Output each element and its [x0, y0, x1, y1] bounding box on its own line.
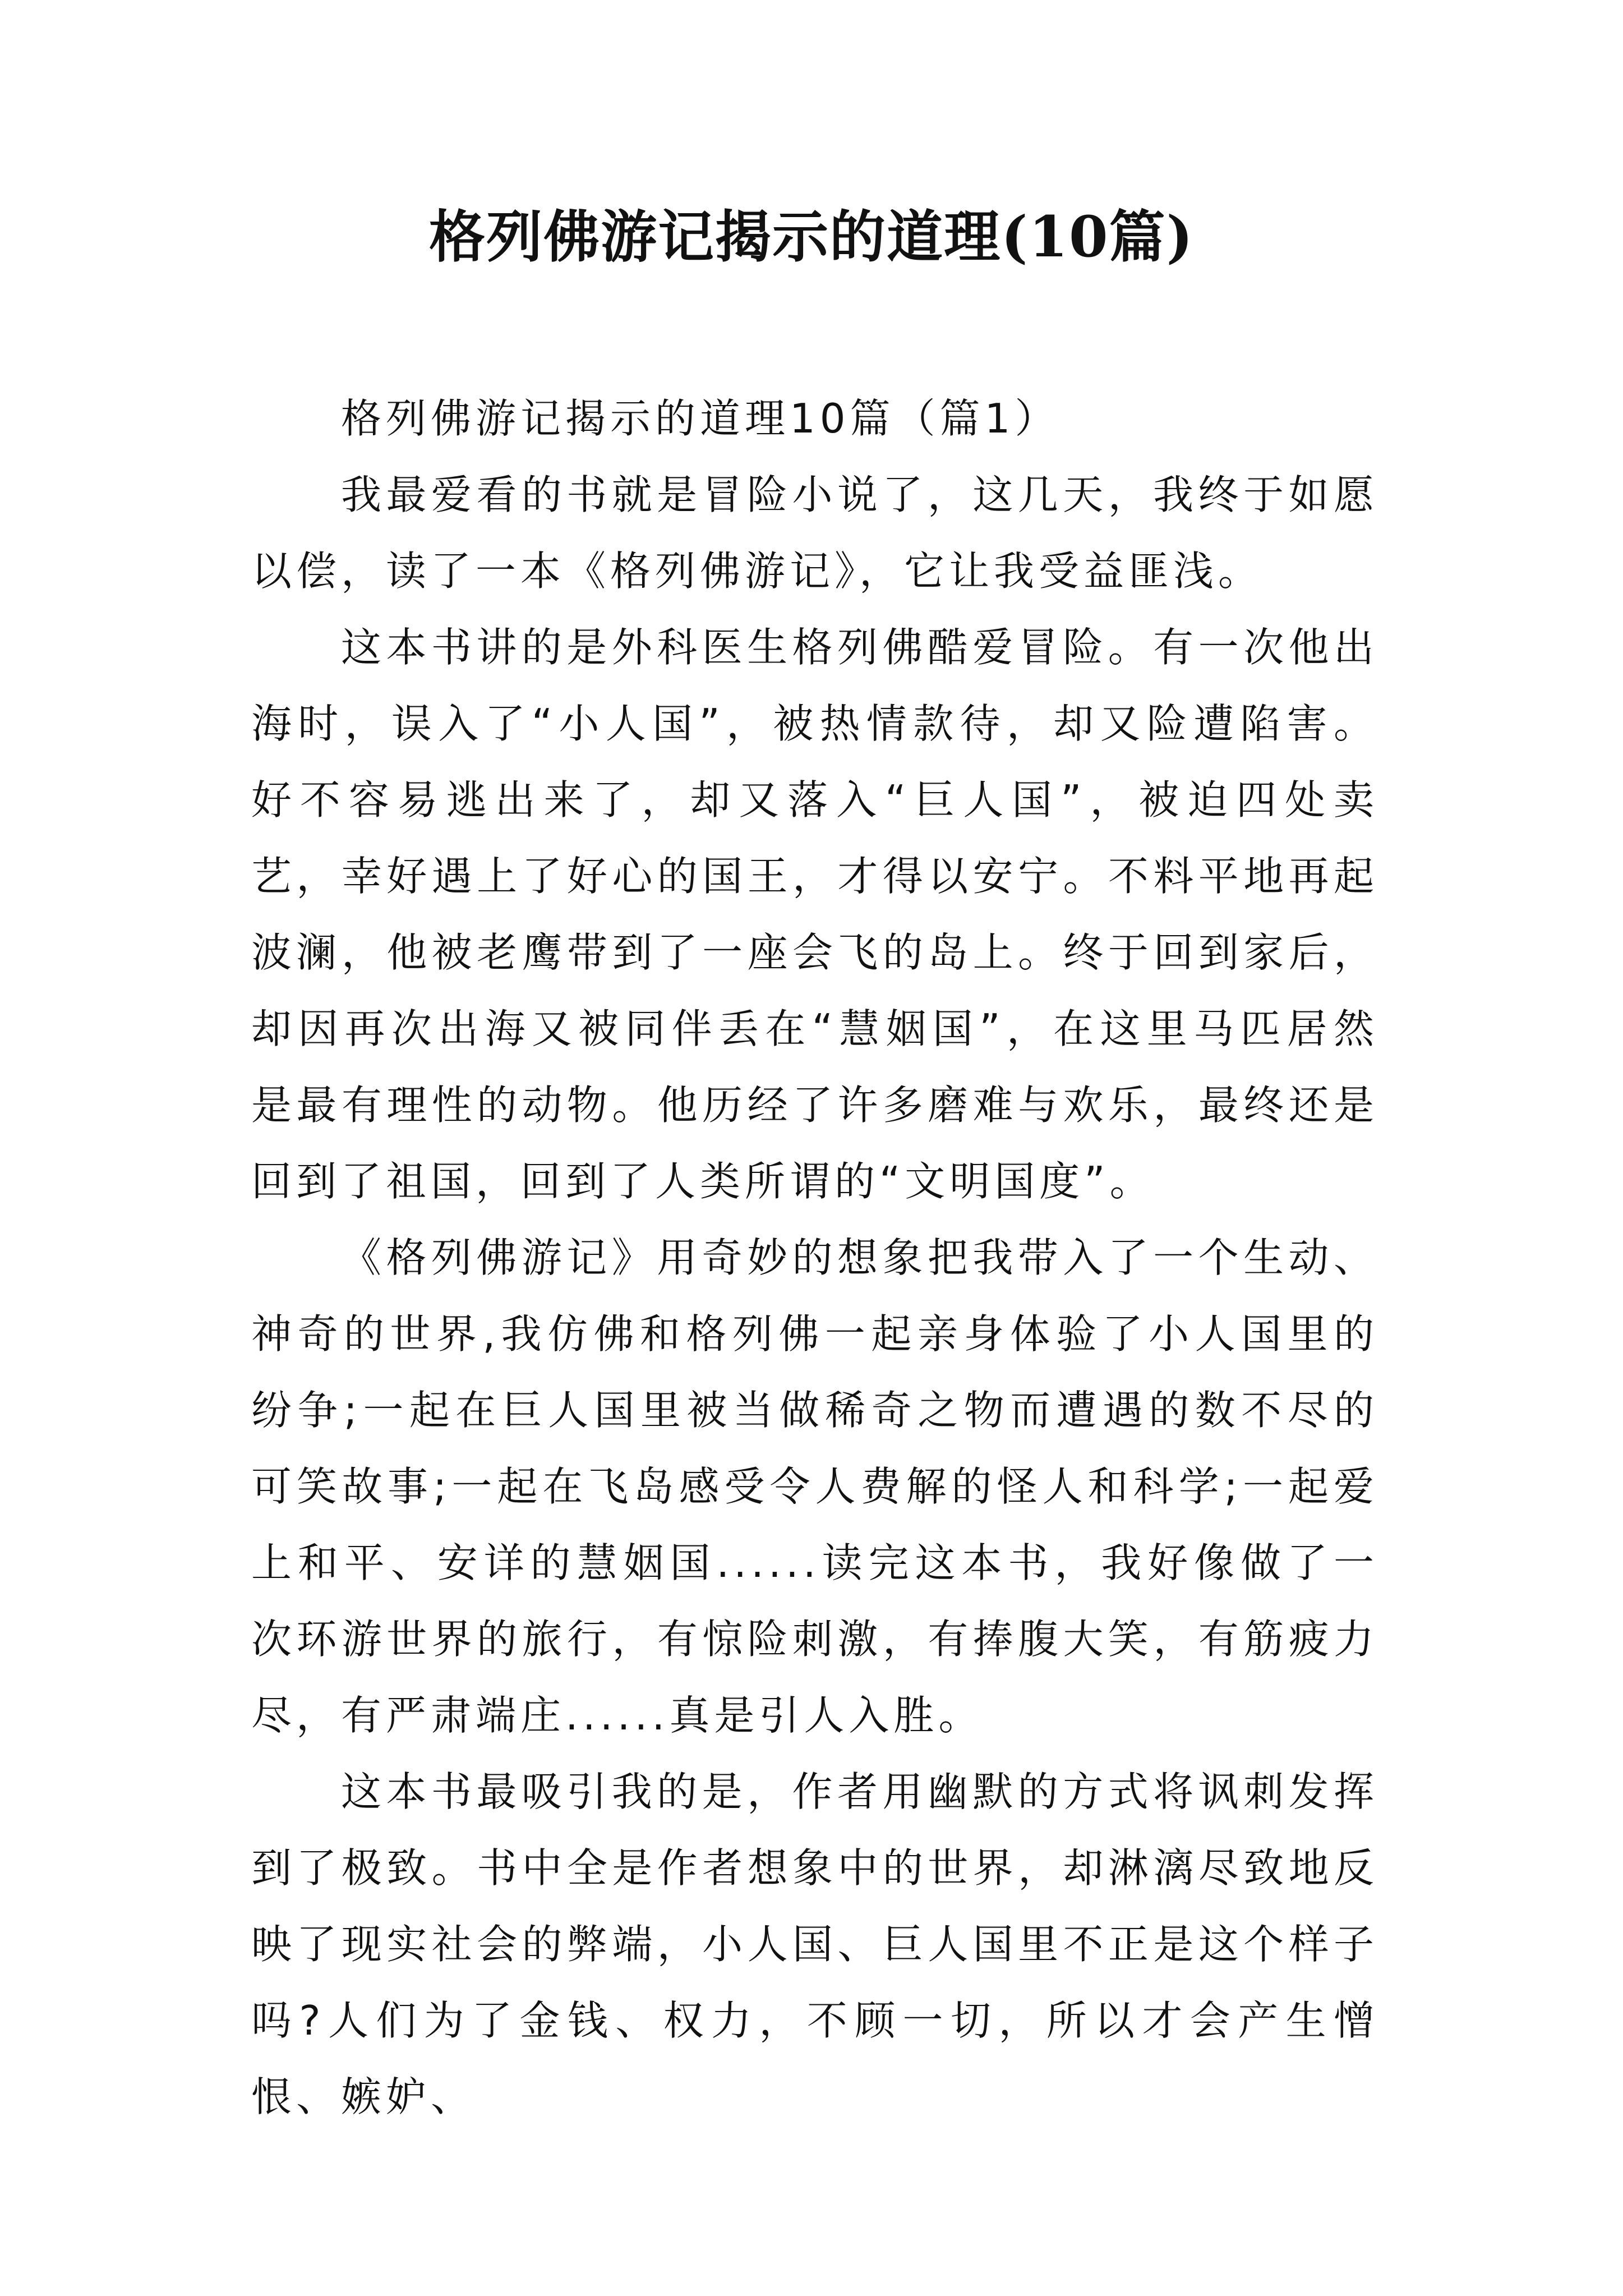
- paragraph-section-heading: 格列佛游记揭示的道理10篇（篇1）: [341, 395, 1060, 442]
- document-title: 格列佛游记揭示的道理(10篇): [429, 204, 1194, 270]
- paragraph: 这本书讲的是外科医生格列佛酷爱冒险。有一次他出海时，误入了“小人国”，被热情款待，却又险遭陷害。好不容易逃出来了，却又落入“巨人国”，被迫四处卖艺，幸好遇上了好心的国王，才得以安宁。不料平地再起波澜，他被老鹰带到了一座会飞的岛上。终于回到家后，却因再次出海又被同伴丢在“慧姻国”，在这里马匹居然是最有理性的动物。他历经了许多磨难与欢乐，最终还是回到了祖国，回到了人类所谓的“文明国度”。: [251, 624, 1378, 1205]
- paragraph: 这本书最吸引我的是，作者用幽默的方式将讽刺发挥到了极致。书中全是作者想象中的世界，却淋漓尽致地反映了现实社会的弊端，小人国、巨人国里不正是这个样子吗?人们为了金钱、权力，不顾一切，所以才会产生憎恨、嫉妒、: [251, 1768, 1378, 2120]
- paragraph: 《格列佛游记》用奇妙的想象把我带入了一个生动、神奇的世界,我仿佛和格列佛一起亲身体验了小人国里的纷争;一起在巨人国里被当做稀奇之物而遭遇的数不尽的可笑故事;一起在飞岛感受令人费解的怪人和科学;一起爱上和平、安详的慧姻国......读完这本书，我好像做了一次环游世界的旅行，有惊险刺激，有捧腹大笑，有筋疲力尽，有严肃端庄......真是引人入胜。: [251, 1234, 1378, 1739]
- paragraph: 我最爱看的书就是冒险小说了，这几天，我终于如愿以偿，读了一本《格列佛游记》，它让我受益匪浅。: [251, 471, 1378, 595]
- document-body: [251, 380, 1378, 2135]
